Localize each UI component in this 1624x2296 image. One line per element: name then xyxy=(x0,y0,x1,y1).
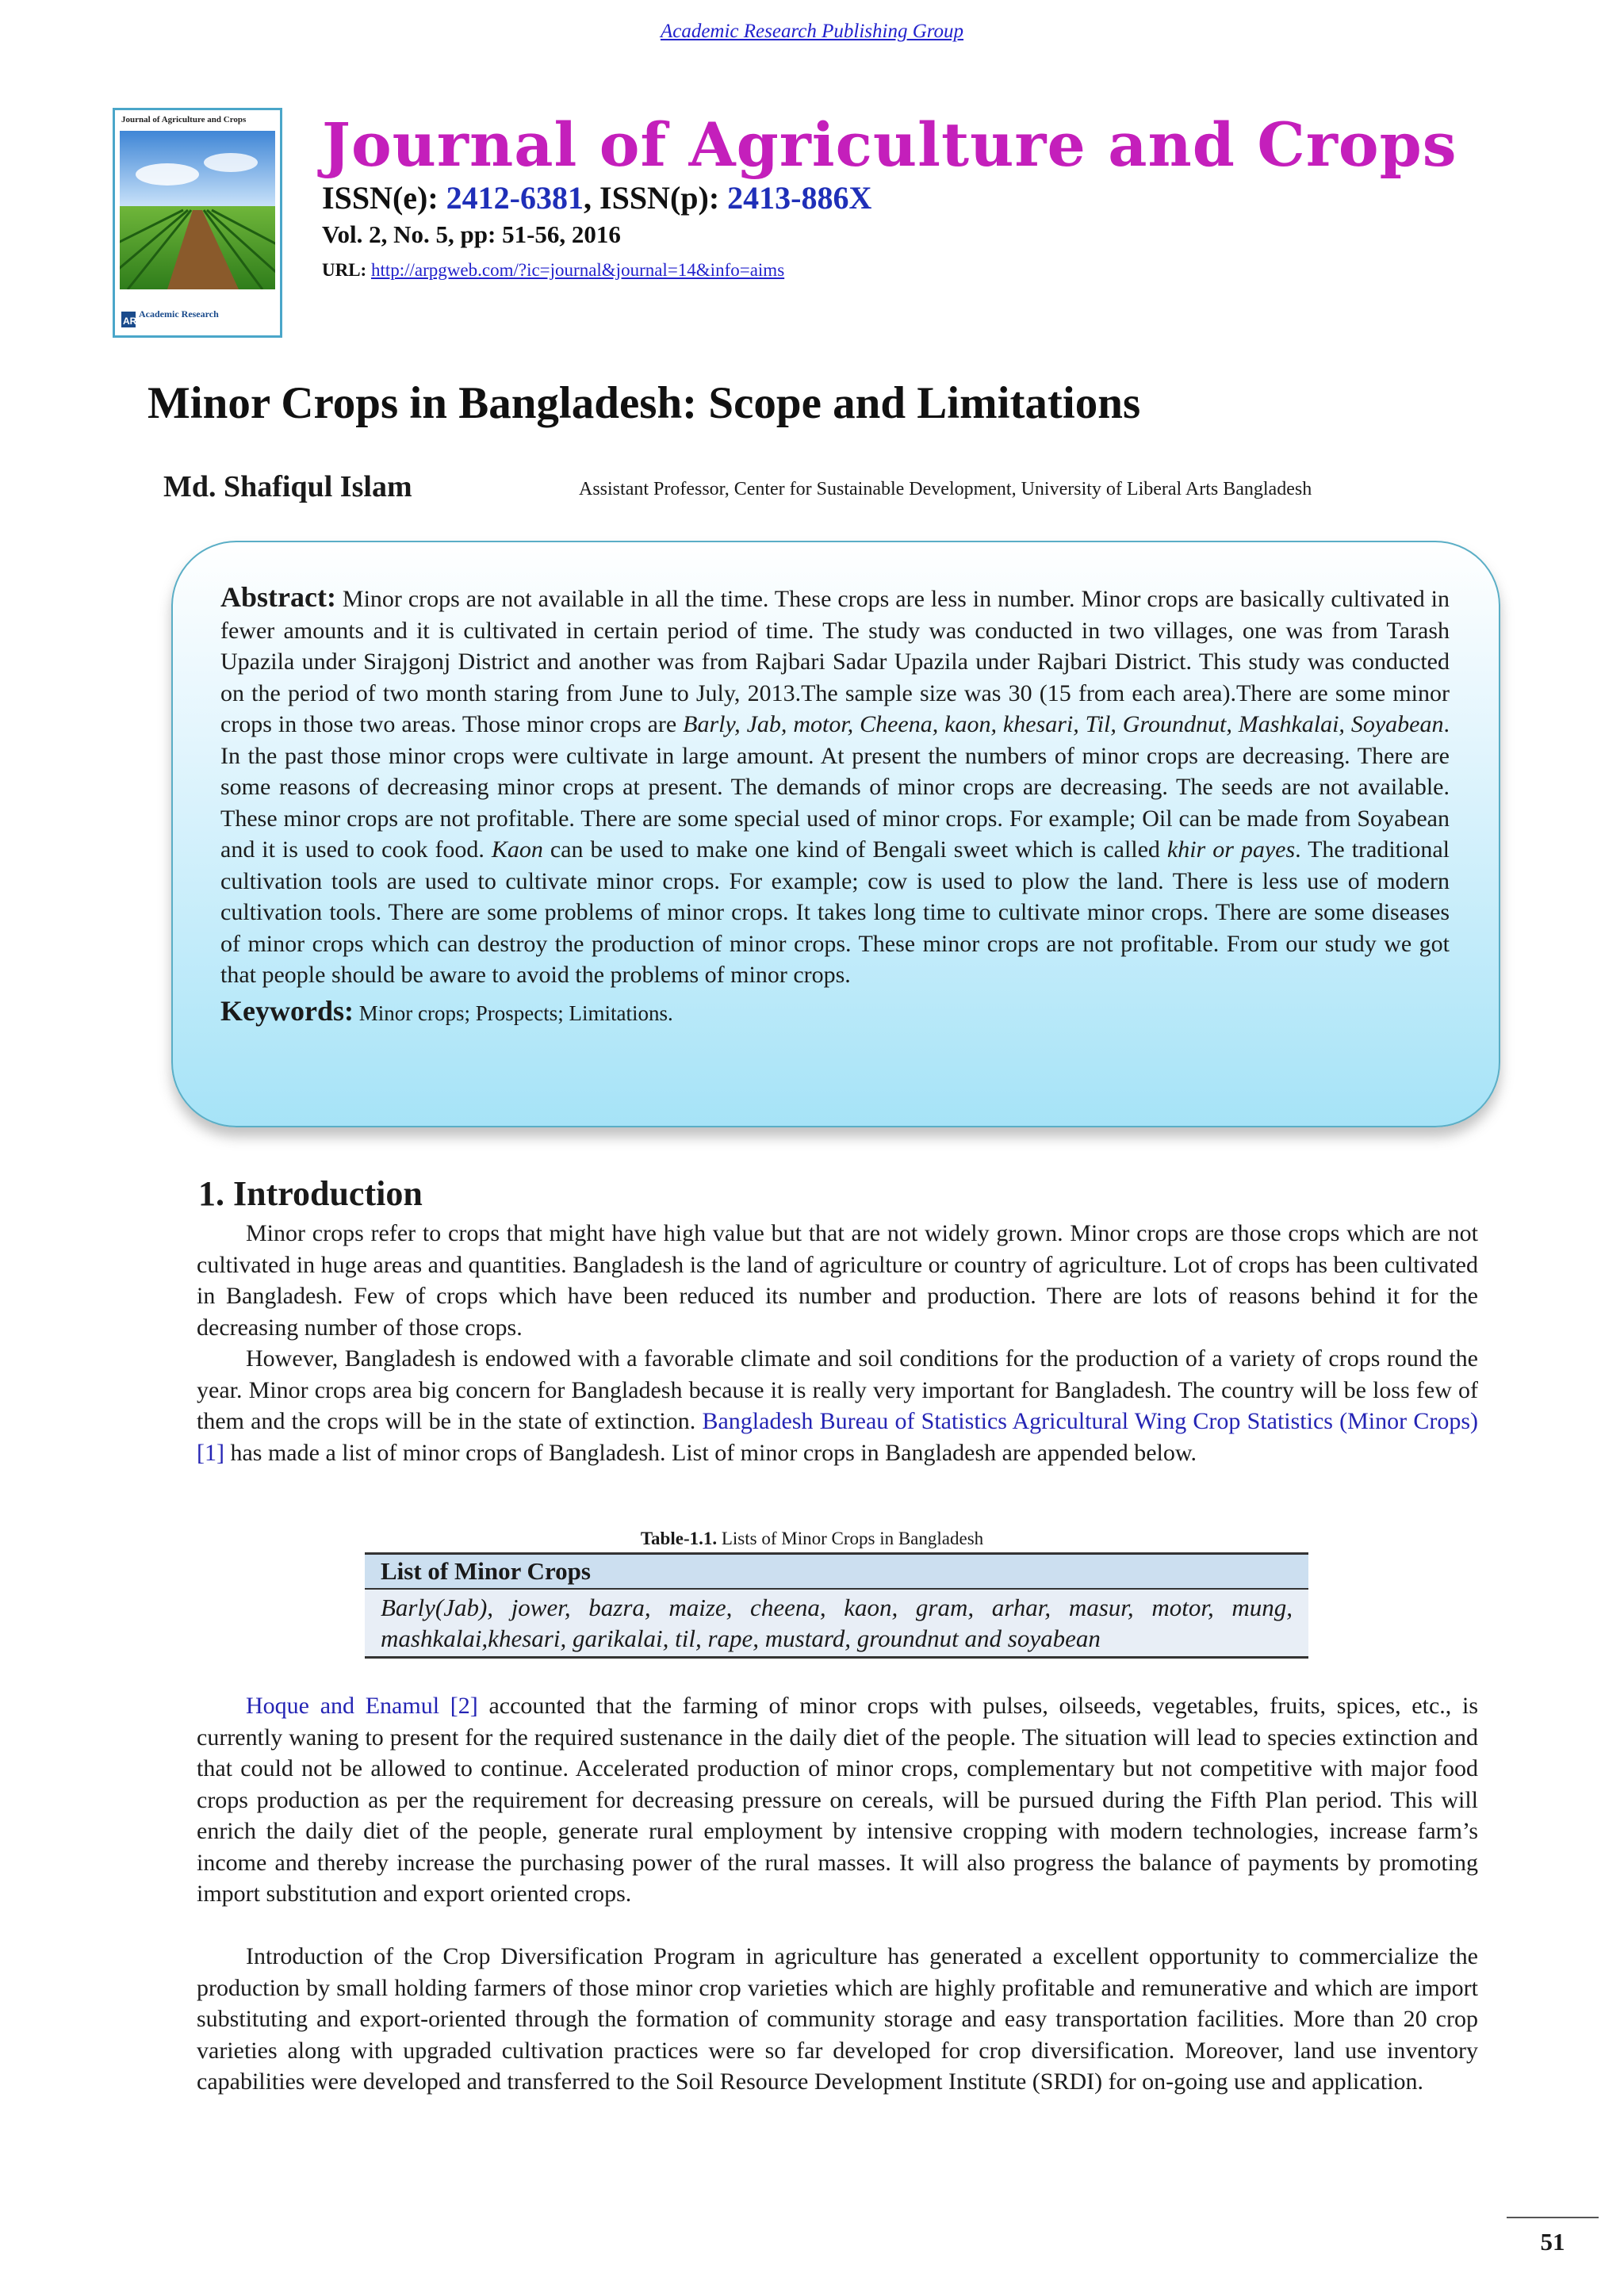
publisher-link[interactable]: Academic Research Publishing Group xyxy=(660,21,964,42)
reference-link-2[interactable]: Hoque and Enamul [2] xyxy=(246,1693,478,1719)
intro-paragraph-1: Minor crops refer to crops that might have high value but that are not widely grown. Minor crops are those crops which are not cultivated in huge areas and quantities. Bangladesh is the land of agriculture or country of agriculture. Lot of crops has been cultivated in Bangladesh. Few of crops which have been reduced its number and production. There are lots of reasons behind it for the decreasing number of those crops. xyxy=(197,1220,1478,1341)
abstract-box xyxy=(171,541,1500,1127)
author-name: Md. Shafiqul Islam xyxy=(163,470,412,503)
keywords-line: Keywords: Minor crops; Prospects; Limitations. xyxy=(220,994,673,1027)
issn-line: ISSN(e): 2412-6381, ISSN(p): 2413-886X xyxy=(322,180,872,216)
journal-title: Journal of Agriculture and Crops xyxy=(322,109,1457,180)
abstract-text: Abstract: Minor crops are not available in all the time. These crops are less in number. Minor crops are basically cultivated in fewer amounts and it is cultivated in certain period of time. The study was conducted in two villages, one was from Tarash Upazila under Sirajgonj District and another was from Rajbari Sadar Upazila under Rajbari District. This study was conducted on the period of two month staring from June to July, 2013.The sample size was 30 (15 from each area).There are some minor crops in those two areas. Those minor crops are Barly, Jab, motor, Cheena, kaon, khesari, Til, Groundnut, Mashkalai, Soyabean. In the past those minor crops were cultivate in large amount. At present the numbers of minor crops are decreasing. There are some reasons of decreasing minor crops at present. The demands of minor crops are decreasing. The seeds are not available. These minor crops are not profitable. There are some special used of minor crops. For example; Oil can be made from Soyabean and it is used to cook food. Kaon can be used to make one kind of Bengali sweet which is called khir or payes. The traditional cultivation tools are used to cultivate minor crops. For example; cow is used to plow the land. There is less use of modern cultivation tools. There are some problems of minor crops. It takes long time to cultivate minor crops. There are some diseases of minor crops which can destroy the production of minor crops. These minor crops are not profitable. From our study we got that people should be aware to avoid the problems of minor crops. xyxy=(220,581,1450,988)
introduction-heading: 1. Introduction xyxy=(198,1174,423,1213)
intro-paragraph-4: Introduction of the Crop Diversification Program in agriculture has generated a excellent opportunity to commercialize the production by small holding farmers of those minor crop varieties which are highly profitable and remunerative and which are import substituting and export-oriented through the formation of community storage and easy transportation facilities. More than 20 crop varieties along with upgraded cultivation practices were so far developed for crop diversification. Moreover, land use inventory capabilities were developed and transferred to the Soil Resource Development Institute (SRDI) for on-going use and application. xyxy=(197,1943,1478,2095)
table-header: List of Minor Crops xyxy=(365,1554,1308,1589)
page-number: 51 xyxy=(1540,2228,1565,2256)
table-cell: Barly(Jab), jower, bazra, maize, cheena, kaon, gram, arhar, masur, motor, mung, mashkalai,khesari, garikalai, til, rape, mustard, groundnut and soyabean xyxy=(365,1589,1308,1658)
cover-logo-text: Academic Research xyxy=(139,308,219,320)
intro-paragraph-2: However, Bangladesh is endowed with a favorable climate and soil conditions for the production of a variety of crops round the year. Minor crops area big concern for Bangladesh because it is really very important for Bangladesh. The country will be loss few of them and the crops will be in the state of extinction. Bangladesh Bureau of Statistics Agricultural Wing Crop Statistics (Minor Crops) [1] has made a list of minor crops of Bangladesh. List of minor crops in Bangladesh are appended below. xyxy=(197,1345,1478,1466)
issn-electronic: 2412-6381 xyxy=(446,180,584,216)
issn-print: 2413-886X xyxy=(727,180,872,216)
journal-url-link[interactable]: http://arpgweb.com/?ic=journal&journal=14&info=aims xyxy=(370,260,785,280)
table-caption: Table-1.1. Lists of Minor Crops in Bangladesh xyxy=(640,1529,984,1548)
reference-link-1[interactable]: Bangladesh Bureau of Statistics Agricultural Wing Crop Statistics (Minor Crops) [1] xyxy=(197,1408,1478,1466)
keywords-label: Keywords: xyxy=(220,994,354,1027)
paper-title: Minor Crops in Bangladesh: Scope and Limitations xyxy=(147,378,1141,428)
journal-url-line: URL: http://arpgweb.com/?ic=journal&journal=14&info=aims xyxy=(322,260,785,280)
intro-paragraph-3: Hoque and Enamul [2] accounted that the farming of minor crops with pulses, oilseeds, vegetables, fruits, spices, etc., is currently waning to present for the required sustenance in the daily diet of the people. The situation will lead to species extinction and that could not be allowed to continue. Accelerated production of minor crops, complementary but not competitive with major food crops production as per the requirement for decreasing pressure on cereals, will be pursued during the Fifth Plan period. This will enrich the daily diet of the people, generate rural employment by intensive cropping with modern technologies, increase farm’s income and thereby increase the purchasing power of the rural masses. It will also progress the balance of payments by promoting import substitution and export oriented crops. xyxy=(197,1693,1478,1907)
svg-text:AR: AR xyxy=(123,316,137,327)
footer-divider xyxy=(1507,2217,1599,2218)
abstract-label: Abstract: xyxy=(220,581,336,613)
author-affiliation: Assistant Professor, Center for Sustainable Development, University of Liberal Arts Bangladesh xyxy=(579,479,1312,499)
volume-info: Vol. 2, No. 5, pp: 51-56, 2016 xyxy=(322,220,621,248)
cover-title: Journal of Agriculture and Crops xyxy=(121,115,247,124)
journal-cover-image xyxy=(113,108,282,338)
cover-field-illustration xyxy=(120,131,275,289)
minor-crops-table xyxy=(365,1552,1308,1659)
